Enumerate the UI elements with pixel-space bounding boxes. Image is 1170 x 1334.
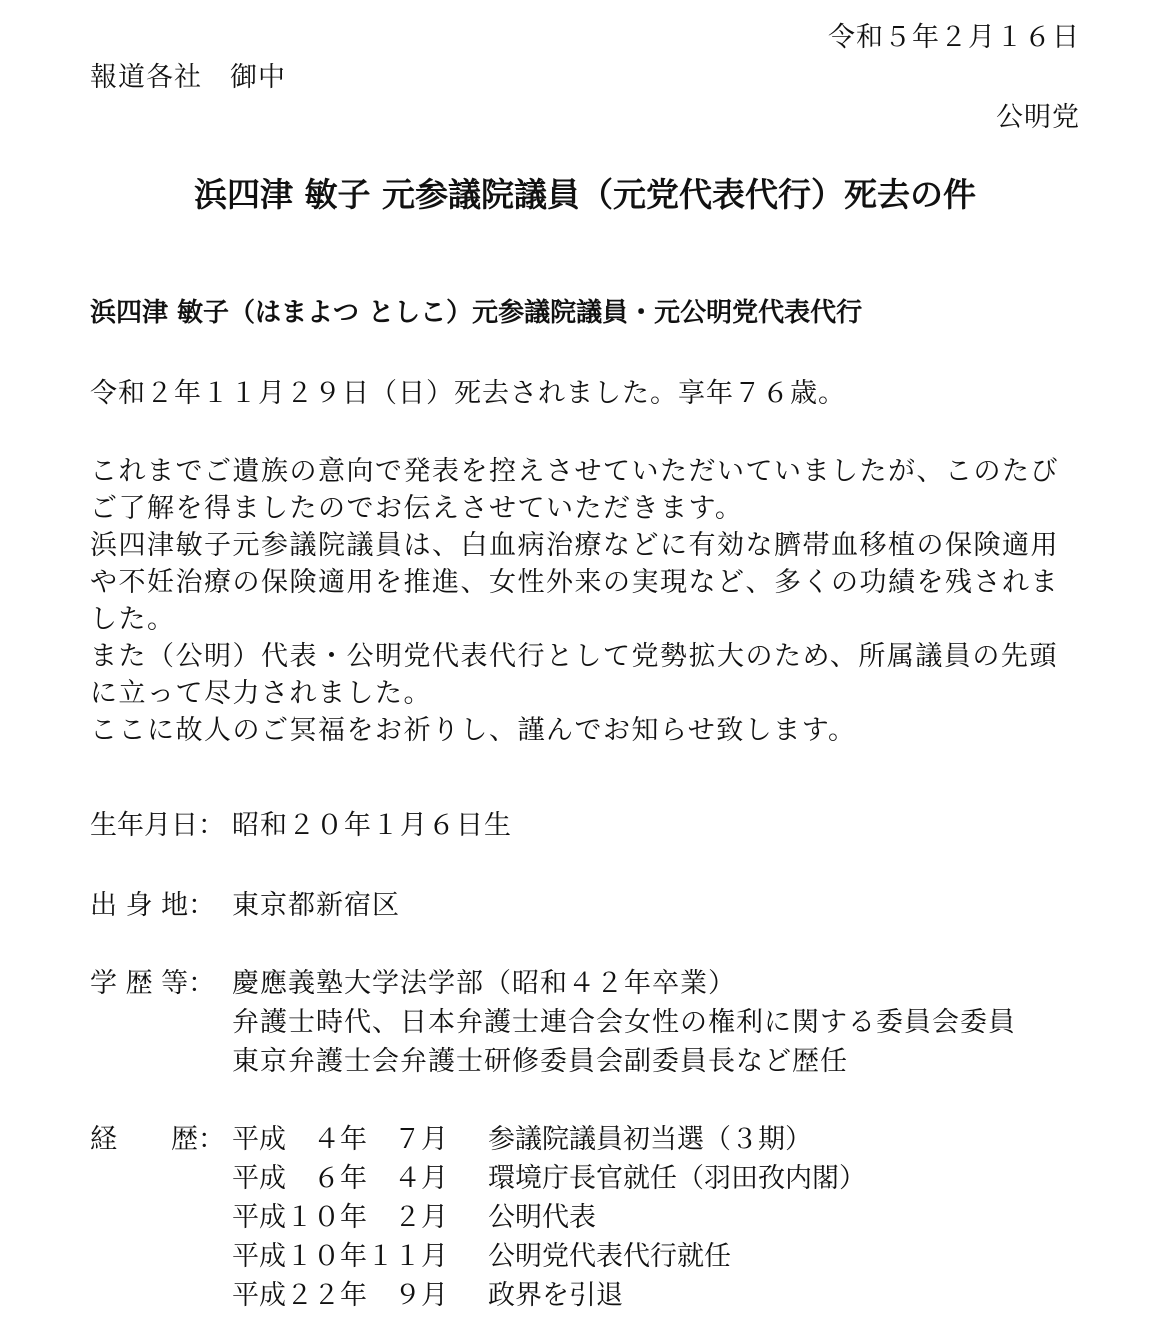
- education-line-2: 弁護士時代、日本弁護士連合会女性の権利に関する委員会委員: [232, 1007, 1016, 1038]
- death-notice: 令和２年１１月２９日（日）死去されました。享年７６歳。: [90, 378, 846, 409]
- education-label: 学 歴 等：: [90, 968, 216, 999]
- career-label: 経 歴：: [90, 1124, 225, 1155]
- career-date: 平成２２年 ９月: [232, 1280, 448, 1311]
- education-line-3: 東京弁護士会弁護士研修委員会副委員長など歴任: [232, 1046, 848, 1077]
- career-row: [232, 1163, 866, 1195]
- body-paragraph-3: また（公明）代表・公明党代表代行として党勢拡大のため、所属議員の先頭に立って尽力されました。: [90, 641, 1058, 709]
- career-row: [232, 1241, 731, 1273]
- career-event: 参議院議員初当選（３期）: [488, 1124, 812, 1155]
- career-event: 環境庁長官就任（羽田孜内閣）: [488, 1163, 866, 1194]
- career-date: 平成１０年１１月: [232, 1241, 448, 1272]
- career-event: 公明代表: [488, 1202, 596, 1233]
- document-title: 浜四津 敏子 元参議院議員（元党代表代行）死去の件: [194, 175, 976, 214]
- education-line-1: 慶應義塾大学法学部（昭和４２年卒業）: [232, 968, 736, 999]
- sender: 公明党: [996, 102, 1080, 133]
- career-date: 平成１０年 ２月: [232, 1202, 448, 1233]
- career-date: 平成 ６年 ４月: [232, 1163, 448, 1194]
- body-paragraph-1: これまでご遺族の意向で発表を控えさせていただいていましたが、このたびご了解を得ましたのでお伝えさせていただきます。: [90, 456, 1059, 524]
- career-row: [232, 1202, 596, 1234]
- body-paragraph-2: 浜四津敏子元参議院議員は、白血病治療などに有効な臍帯血移植の保険適用や不妊治療の保険適用を推進、女性外来の実現など、多くの功績を残されました。: [90, 530, 1059, 635]
- body-paragraphs: [90, 453, 1085, 749]
- career-date: 平成 ４年 ７月: [232, 1124, 448, 1155]
- release-date: 令和５年２月１６日: [828, 22, 1080, 53]
- birth-value: 昭和２０年１月６日生: [232, 810, 512, 841]
- body-paragraph-4: ここに故人のご冥福をお祈りし、謹んでお知らせ致します。: [90, 715, 857, 746]
- birth-label: 生年月日：: [90, 810, 225, 841]
- recipient: 報道各社 御中: [90, 62, 286, 93]
- hometown-label: 出 身 地：: [90, 890, 216, 921]
- career-event: 公明党代表代行就任: [488, 1241, 731, 1272]
- career-row: [232, 1124, 812, 1156]
- career-event: 政界を引退: [488, 1280, 623, 1311]
- career-row: [232, 1280, 623, 1312]
- hometown-value: 東京都新宿区: [232, 890, 400, 921]
- subject-line: 浜四津 敏子（はまよつ としこ）元参議院議員・元公明党代表代行: [90, 298, 863, 328]
